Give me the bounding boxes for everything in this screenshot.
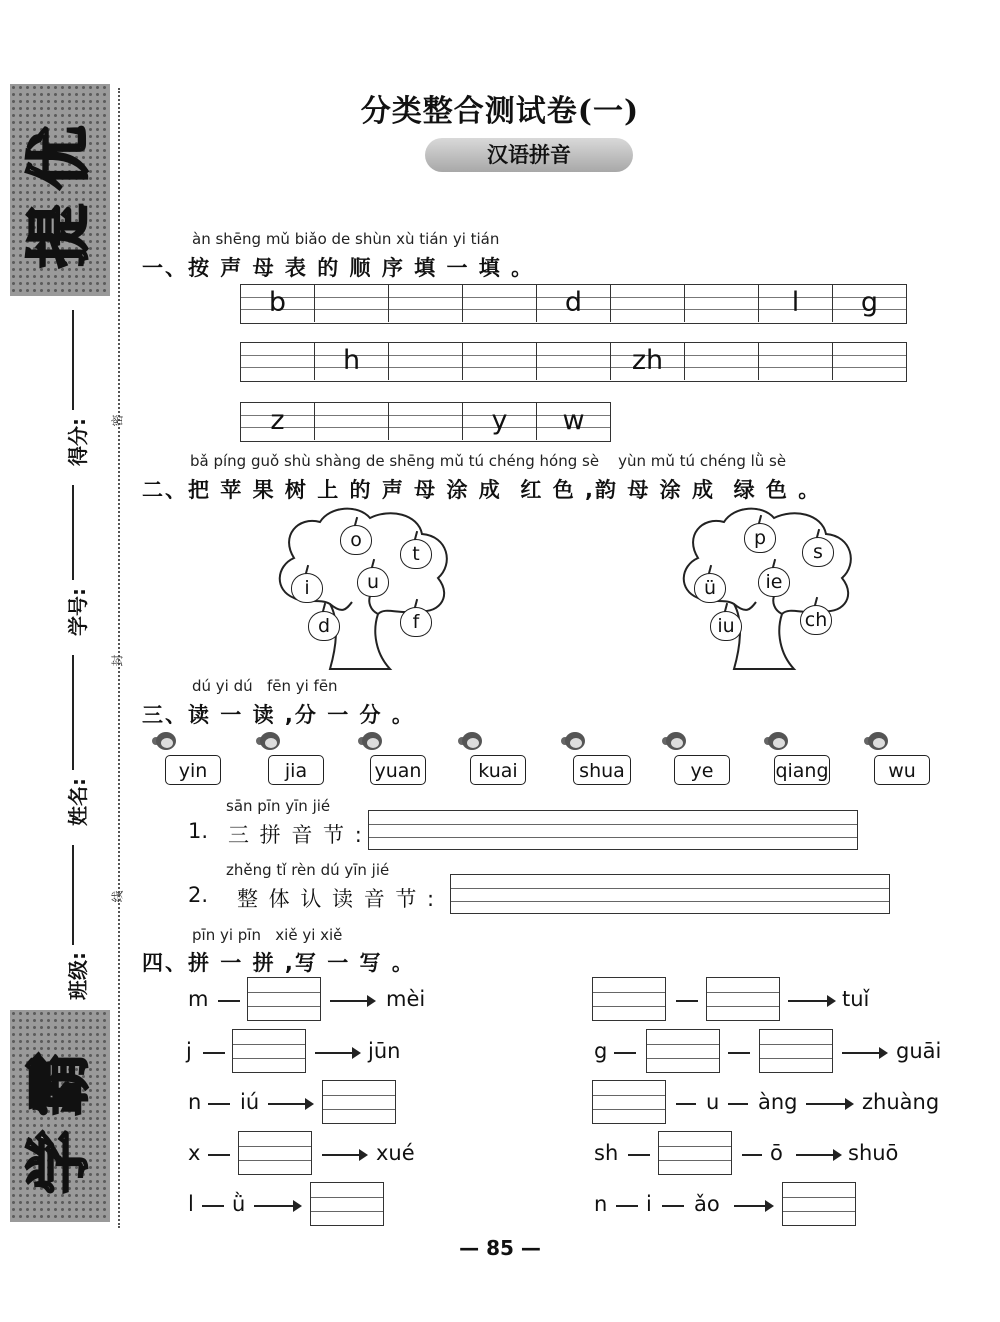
q3-sub2-pinyin: zhěng tǐ rèn dú yīn jié [226,861,390,879]
q4-r5-final: ǎo [694,1192,720,1216]
q4-l2-result: jūn [368,1039,401,1063]
dash [202,1205,224,1207]
q3-sub2-num: 2. [188,883,209,907]
syllable-card[interactable]: wu [874,755,930,785]
dash [676,1103,696,1105]
grid-cell[interactable] [389,285,463,322]
grid-cell[interactable] [241,343,315,380]
grid-cell[interactable] [241,403,315,440]
answer-box[interactable] [232,1029,306,1073]
q4-l1-result: mèi [386,987,426,1011]
grid-letter: w [562,405,585,436]
q4-r1-result: tuǐ [842,987,870,1011]
dash [614,1052,636,1054]
field-class-label: 班级: [66,952,90,1000]
dash [616,1205,638,1207]
q3-sub1-num: 1. [188,819,209,843]
grid-cell[interactable] [315,343,389,380]
grid-cell[interactable] [389,343,463,380]
grid-cell[interactable] [463,285,537,322]
syllable-card[interactable]: ye [674,755,730,785]
arrow-icon [254,1205,300,1207]
answer-box[interactable] [310,1182,384,1226]
dash [728,1103,748,1105]
monkey-icon [764,732,790,756]
grid-letter: g [860,287,879,318]
dash [203,1052,225,1054]
grid-letter: h [342,345,361,376]
grid-cell[interactable] [537,403,610,440]
dash [676,1000,698,1002]
field-student-id-label: 学号: [66,588,90,636]
monkey-icon [458,732,484,756]
q1-grid-row-2 [240,342,907,382]
dash [208,1154,230,1156]
arrow-icon [796,1154,840,1156]
side-title-bottom-text: 学霸 [23,1038,97,1194]
answer-box[interactable] [592,977,666,1021]
q4-r4-final: ō [770,1141,783,1165]
apple-tree2-1[interactable]: s [802,537,834,567]
grid-cell[interactable] [315,403,389,440]
q2-pinyin: bǎ píng guǒ shù shàng de shēng mǔ tú chéng hóng sè yùn mǔ tú chéng lǜ sè [190,452,787,470]
field-class-line[interactable] [72,845,74,945]
q4-l3-final: iú [240,1090,260,1114]
apple-tree1-3[interactable]: u [357,567,389,597]
field-class [62,952,91,1000]
syllable-card[interactable]: shua [573,755,631,785]
seal-mark-feng: 封 [110,654,125,667]
q4-r4-result: shuō [848,1141,899,1165]
q4-r5-medial: i [646,1192,652,1216]
grid-cell[interactable] [241,285,315,322]
q4-l3-initial: n [188,1090,202,1114]
q4-l5-final: ǜ [232,1192,246,1216]
monkey-icon [256,732,282,756]
q3-sub1-pinyin: sān pīn yīn jié [226,797,331,815]
q1-pinyin: àn shēng mǔ biǎo de shùn xù tián yi tián [192,230,500,248]
apple-tree1-5[interactable]: f [400,607,432,637]
arrow-icon [842,1052,886,1054]
grid-letter: l [791,287,800,318]
q4-l4-initial: x [188,1141,201,1165]
answer-box[interactable] [706,977,780,1021]
field-name [62,778,91,826]
grid-letter: zh [631,345,664,376]
field-score-label: 得分: [66,418,90,466]
syllable-card[interactable]: jia [268,755,324,785]
arrow-icon [268,1103,312,1105]
monkey-icon [152,732,178,756]
field-student-id-line[interactable] [72,485,74,580]
syllable-card[interactable]: yuan [370,755,426,785]
apple-tree2-3[interactable]: ie [758,567,790,597]
arrow-icon [315,1052,359,1054]
grid-cell[interactable] [537,285,611,322]
apple-tree1-4[interactable]: d [308,611,340,641]
q4-l5-initial: l [188,1192,194,1216]
q4-pinyin: pīn yi pīn xiě yi xiě [192,926,343,944]
arrow-icon [322,1154,366,1156]
arrow-icon [330,1000,374,1002]
field-name-line[interactable] [72,655,74,770]
grid-cell[interactable] [537,343,611,380]
grid-letter: d [564,287,583,318]
q4-r2-result: guāi [896,1039,942,1063]
monkey-icon [561,732,587,756]
dash [628,1154,650,1156]
field-name-label: 姓名: [66,778,90,826]
grid-cell[interactable] [611,285,685,322]
section-badge: 汉语拼音 [425,138,633,172]
monkey-icon [662,732,688,756]
arrow-icon [788,1000,834,1002]
monkey-icon [864,732,890,756]
monkey-icon [358,732,384,756]
answer-box[interactable] [322,1080,396,1124]
grid-letter: y [491,405,508,436]
answer-box[interactable] [238,1131,312,1175]
apple-tree2-5[interactable]: ch [800,605,832,635]
syllable-card[interactable]: kuai [470,755,526,785]
arrow-icon [806,1103,852,1105]
grid-cell[interactable] [833,285,906,322]
answer-box[interactable] [592,1080,666,1124]
q3-sub2-label: 整 体 认 读 音 节 : [237,887,437,911]
syllable-card[interactable]: qiang [774,755,830,785]
q4-l2-initial: j [186,1039,192,1063]
grid-cell[interactable] [463,403,537,440]
side-title-top-text: 提优 [23,112,97,268]
grid-letter: z [270,405,285,436]
q1-grid-row-3 [240,402,611,442]
apple-tree2-2[interactable]: ü [694,573,726,603]
q4-r2-initial: g [594,1039,608,1063]
dash [662,1205,684,1207]
field-student-id [62,588,91,636]
apple-tree1-2[interactable]: i [291,573,323,603]
apple-tree2-4[interactable]: iu [710,611,742,641]
grid-cell[interactable] [389,403,463,440]
seal-mark-xian: 线 [110,890,125,903]
dash [742,1154,762,1156]
apple-tree1-0[interactable]: o [340,525,372,555]
q4-r3-medial: u [706,1090,720,1114]
q4-r3-result: zhuàng [862,1090,940,1114]
q4-l4-result: xué [376,1141,415,1165]
q3-answer-lines-2[interactable] [450,874,890,914]
page-title: 分类整合测试卷(一) [360,94,640,129]
syllable-card[interactable]: yin [165,755,221,785]
grid-letter: b [268,287,287,318]
apple-tree1-1[interactable]: t [400,539,432,569]
answer-box[interactable] [247,977,321,1021]
page-number: — 85 — [459,1236,541,1260]
q4-text: 四、拼 一 拼 ,写 一 写 。 [142,951,415,975]
q4-r4-initial: sh [594,1141,619,1165]
dash [728,1052,750,1054]
side-title-bottom [10,1010,110,1222]
grid-cell[interactable] [759,343,833,380]
q1-grid-row-1 [240,284,907,324]
grid-cell[interactable] [463,343,537,380]
dash [218,1000,240,1002]
answer-box[interactable] [646,1029,720,1073]
seal-mark-mi: 密 [110,414,125,427]
q1-text: 一、按 声 母 表 的 顺 序 填 一 填 。 [142,256,535,280]
q3-sub1-label: 三 拼 音 节 : [228,823,364,847]
q4-l1-initial: m [188,987,209,1011]
q3-pinyin: dú yi dú fēn yi fēn [192,677,338,695]
q3-answer-lines-1[interactable] [368,810,858,850]
grid-cell[interactable] [611,343,685,380]
grid-cell[interactable] [833,343,906,380]
grid-cell[interactable] [315,285,389,322]
apple-tree2-0[interactable]: p [744,523,776,553]
answer-box[interactable] [658,1131,732,1175]
answer-box[interactable] [759,1029,833,1073]
arrow-icon [734,1205,772,1207]
grid-cell[interactable] [685,285,759,322]
dash [208,1103,230,1105]
q2-text: 二、把 苹 果 树 上 的 声 母 涂 成 红 色 ,韵 母 涂 成 绿 色 。 [142,478,822,502]
grid-cell[interactable] [759,285,833,322]
grid-cell[interactable] [685,343,759,380]
q3-text: 三、读 一 读 ,分 一 分 。 [142,703,415,727]
answer-box[interactable] [782,1182,856,1226]
field-score [62,418,91,466]
q4-r5-initial: n [594,1192,608,1216]
q4-r3-final: àng [758,1090,798,1114]
field-score-line[interactable] [72,310,74,410]
